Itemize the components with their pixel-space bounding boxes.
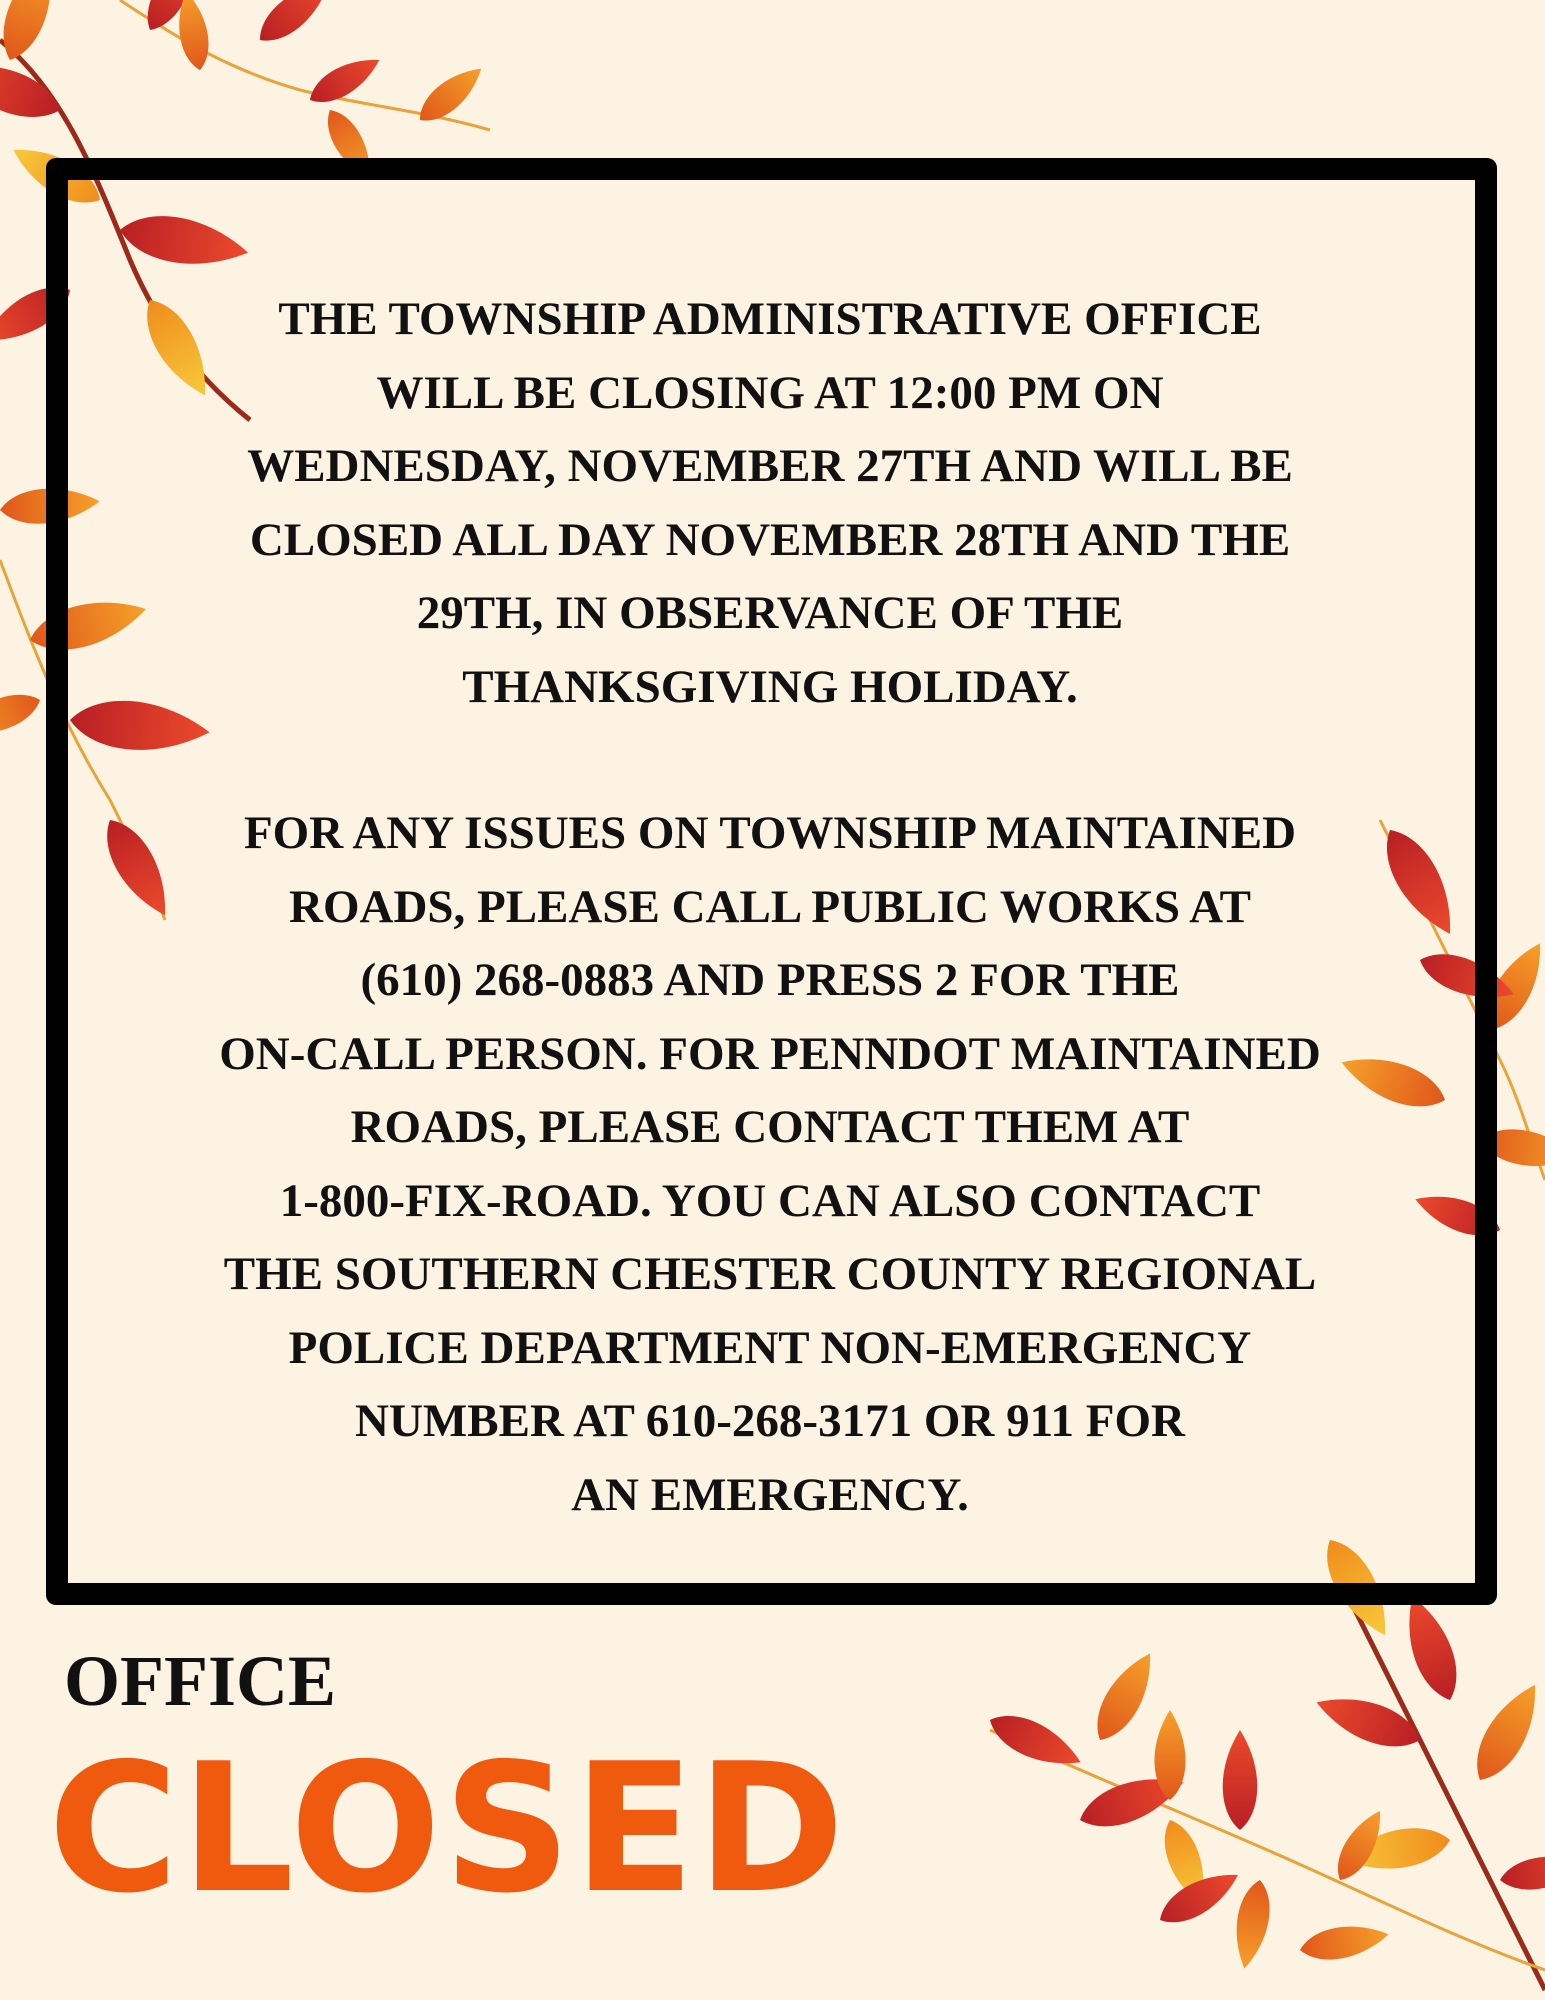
notice-line: FOR ANY ISSUES ON TOWNSHIP MAINTAINED — [243, 807, 1297, 859]
notice-line: 29TH, IN OBSERVANCE OF THE — [416, 587, 1124, 639]
office-label: OFFICE — [64, 1641, 337, 1721]
notice-line: WILL BE CLOSING AT 12:00 PM ON — [376, 366, 1164, 419]
notice-line: ON-CALL PERSON. FOR PENNDOT MAINTAINED — [219, 1027, 1321, 1080]
notice-line: WEDNESDAY, NOVEMBER 27TH AND WILL BE — [247, 440, 1293, 492]
notice-line: AN EMERGENCY. — [571, 1468, 969, 1521]
notice-line: THANKSGIVING HOLIDAY. — [462, 660, 1078, 713]
notice-line: ROADS, PLEASE CALL PUBLIC WORKS AT — [289, 880, 1251, 933]
notice-line: THE SOUTHERN CHESTER COUNTY REGIONAL — [223, 1248, 1317, 1300]
notice-line: THE TOWNSHIP ADMINISTRATIVE OFFICE — [278, 293, 1262, 345]
notice-line: CLOSED ALL DAY NOVEMBER 28TH AND THE — [249, 513, 1291, 566]
notice-line: ROADS, PLEASE CONTACT THEM AT — [350, 1101, 1190, 1153]
notice-text — [150, 283, 1390, 1532]
notice-line: POLICE DEPARTMENT NON-EMERGENCY — [288, 1321, 1252, 1374]
notice-line: 1-800-FIX-ROAD. YOU CAN ALSO CONTACT — [279, 1174, 1261, 1227]
notice-line: (610) 268-0883 AND PRESS 2 FOR THE — [360, 954, 1180, 1006]
notice-line: NUMBER AT 610-268-3171 OR 911 FOR — [355, 1395, 1185, 1447]
closed-label: CLOSED — [48, 1725, 847, 1932]
paragraph-gap — [150, 724, 1390, 797]
